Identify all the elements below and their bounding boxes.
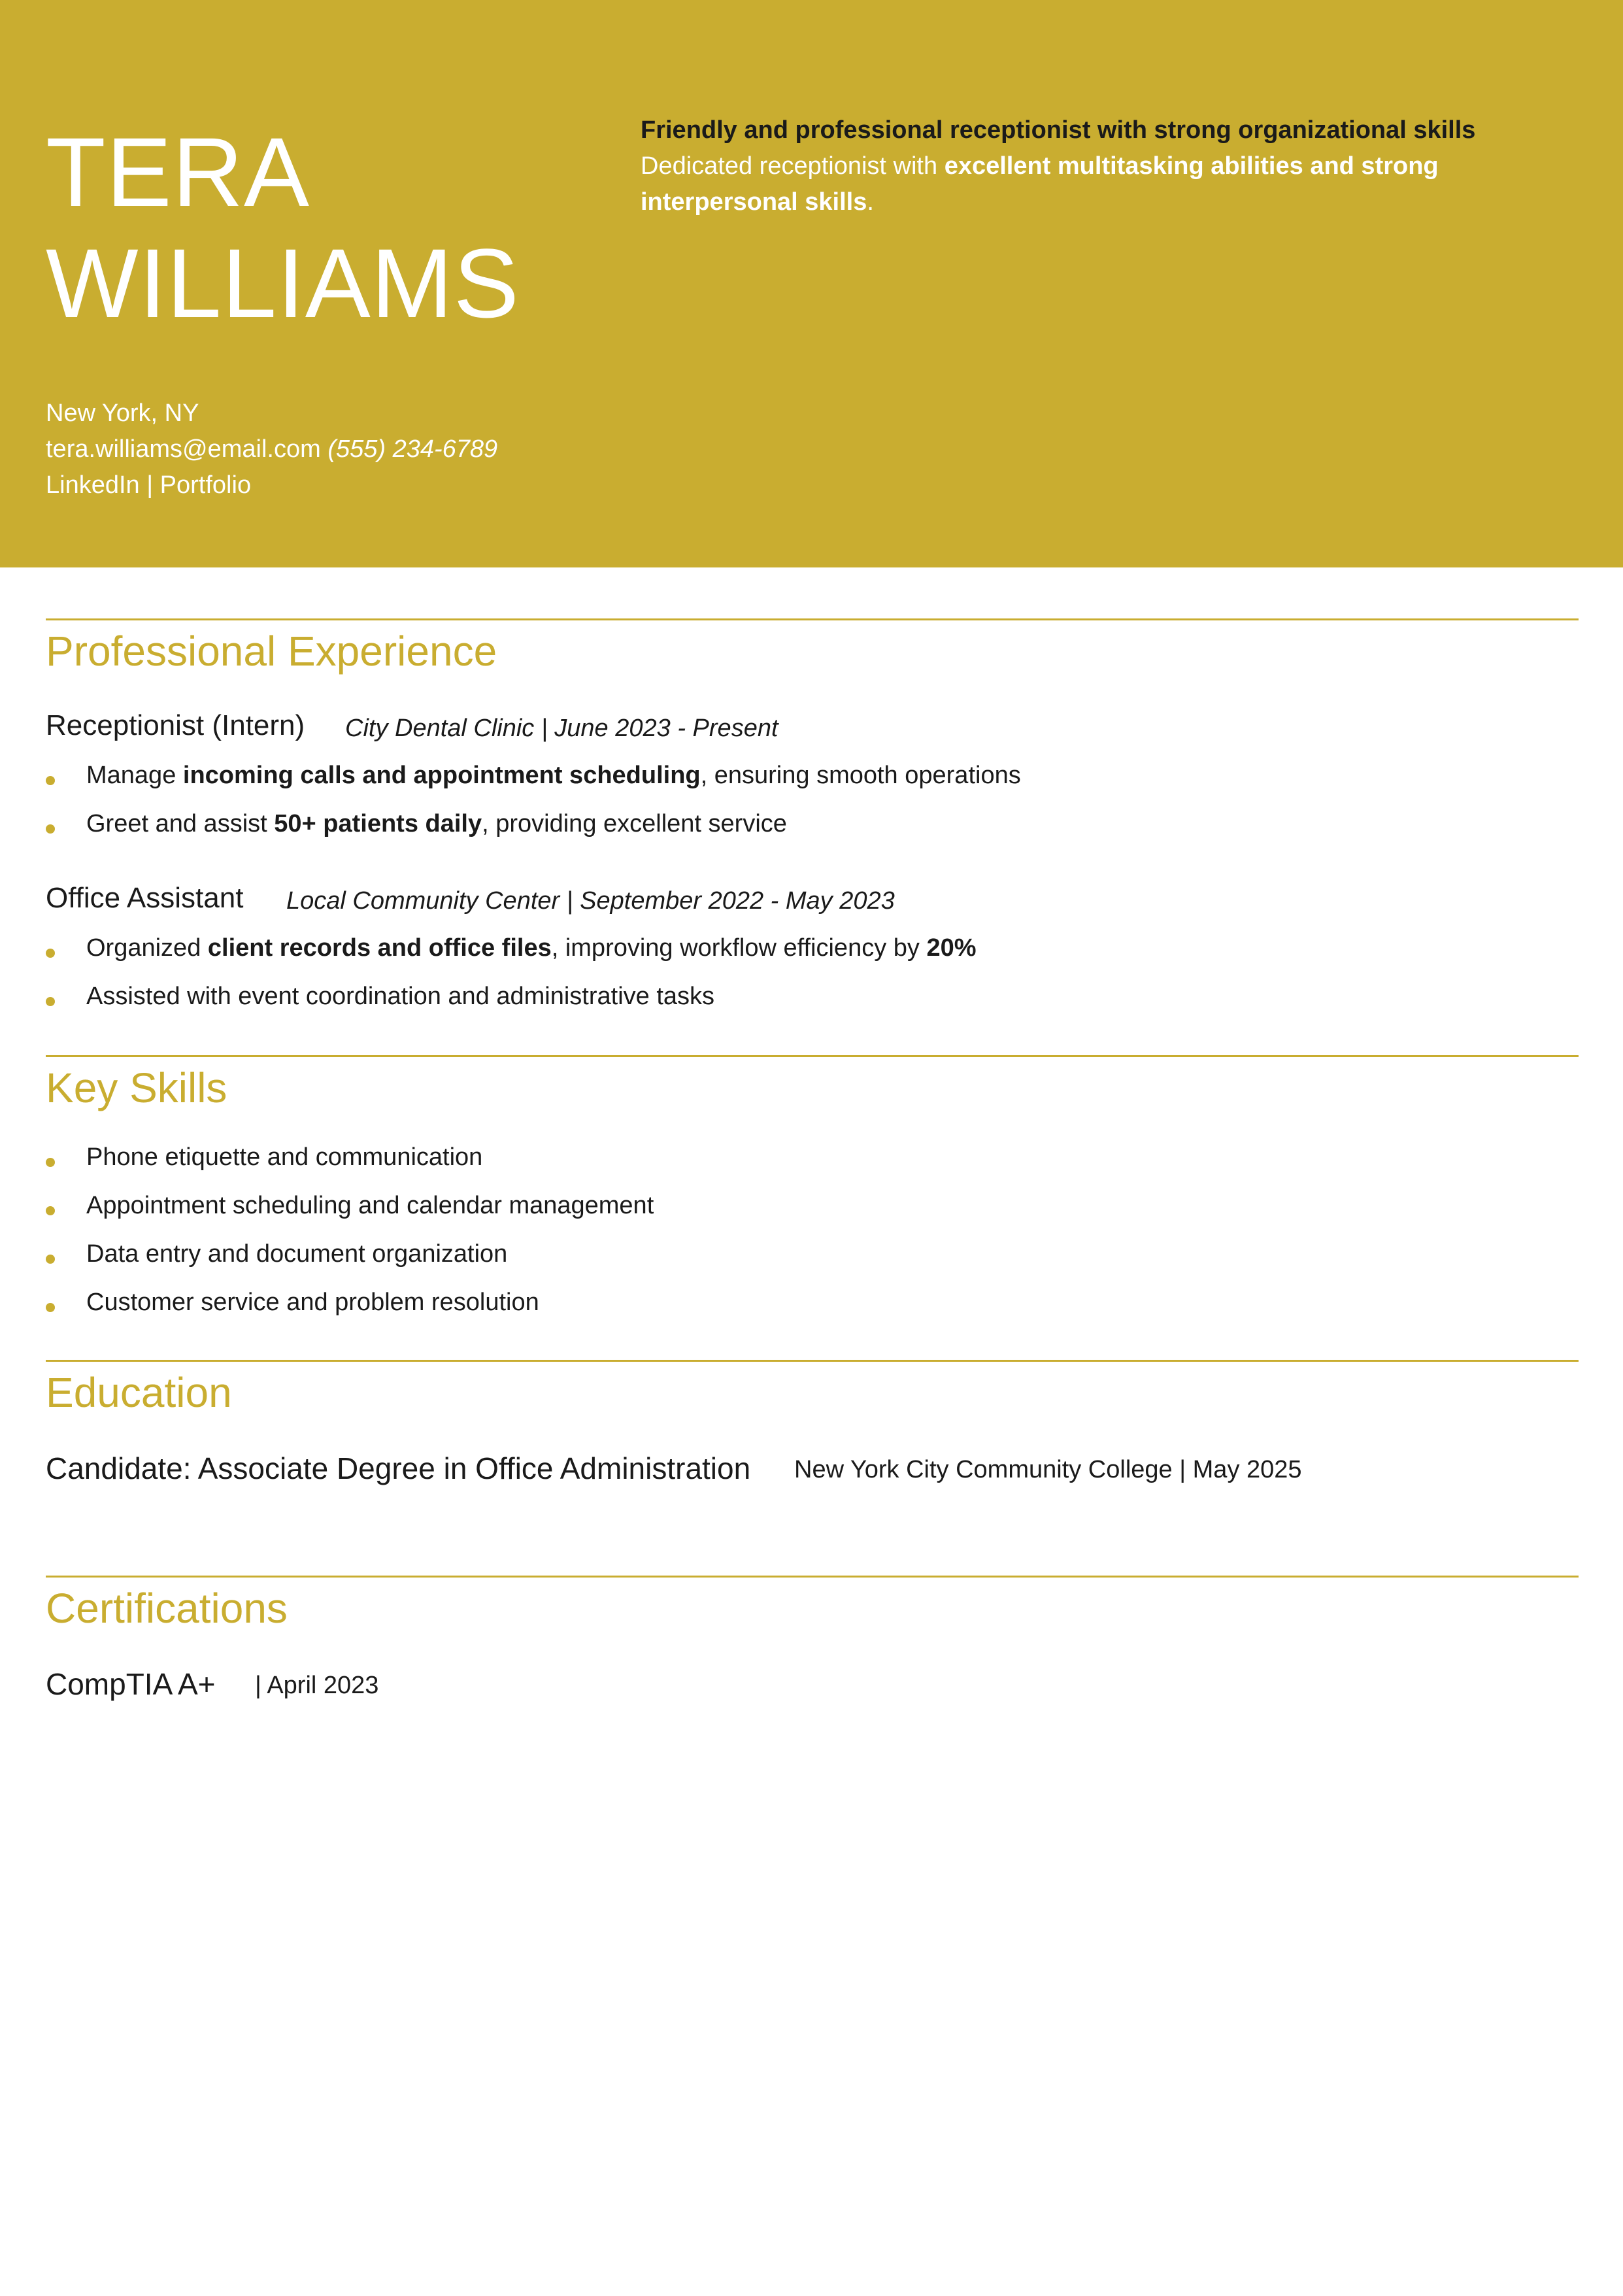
bullet-icon	[46, 776, 55, 785]
summary-headline: Friendly and professional receptionist with strong organizational skills	[641, 116, 1476, 144]
section-title-education: Education	[46, 1369, 232, 1416]
email-link[interactable]: tera.williams@email.com	[46, 435, 321, 463]
school-meta: New York City Community College | May 2025	[794, 1456, 1302, 1483]
job-meta: City Dental Clinic | June 2023 - Present	[345, 715, 778, 742]
job-title: Office Assistant	[46, 882, 244, 914]
bullet-icon	[46, 1255, 55, 1264]
email-phone-line	[46, 431, 497, 467]
certification-date: | April 2023	[255, 1672, 379, 1699]
job-title: Receptionist (Intern)	[46, 709, 305, 741]
experience-section: Professional Experience Receptionist (Intern) City Dental Clinic | June 2023 - Present Manage incoming calls and appointment scheduling, ensuring smooth operations Greet and assist 50+ patients daily, providing excellent service Office Assistant Local Community Center | September 2022 - May 2023 Organized client records and office files, improving workflow efficiency by 20% Assisted with event coordination and administrative tasks	[46, 618, 1579, 1052]
location: New York, NY	[46, 399, 199, 427]
certifications-section	[46, 1576, 1579, 1747]
summary-bold: excellent multitasking abilities and strong interpersonal skills	[641, 152, 1439, 216]
candidate-name	[46, 116, 520, 339]
header-banner	[0, 0, 1623, 567]
certification-name: CompTIA A+	[46, 1667, 216, 1701]
section-title-experience: Professional Experience	[46, 628, 497, 675]
summary-body	[641, 148, 1556, 220]
bullet-icon	[46, 1206, 55, 1215]
bullet-icon	[46, 997, 55, 1006]
job-meta: Local Community Center | September 2022 - May 2023	[286, 887, 895, 915]
bullet-icon	[46, 1158, 55, 1167]
skills-section: Key Skills Phone etiquette and communication Appointment scheduling and calendar management Data entry and document organization Customer service and problem resolution	[46, 1055, 1579, 1358]
bullet-icon	[46, 949, 55, 958]
section-title-certifications: Certifications	[46, 1585, 288, 1632]
phone-number: (555) 234-6789	[327, 435, 498, 463]
first-name: TERA	[46, 117, 310, 227]
linkedin-link[interactable]: LinkedIn	[46, 471, 140, 499]
section-title-skills: Key Skills	[46, 1064, 227, 1111]
bullet-icon	[46, 824, 55, 834]
summary-text-1: Dedicated receptionist with	[641, 152, 945, 180]
degree-title: Candidate: Associate Degree in Office Administration	[46, 1451, 751, 1485]
summary	[641, 112, 1556, 220]
links-line	[46, 467, 497, 503]
education-section	[46, 1360, 1579, 1571]
bullet-icon	[46, 1303, 55, 1312]
last-name: WILLIAMS	[46, 228, 520, 338]
summary-text-2: .	[867, 188, 874, 216]
portfolio-link[interactable]: Portfolio	[159, 471, 252, 499]
separator: |	[146, 471, 154, 499]
contact-info	[46, 396, 497, 503]
